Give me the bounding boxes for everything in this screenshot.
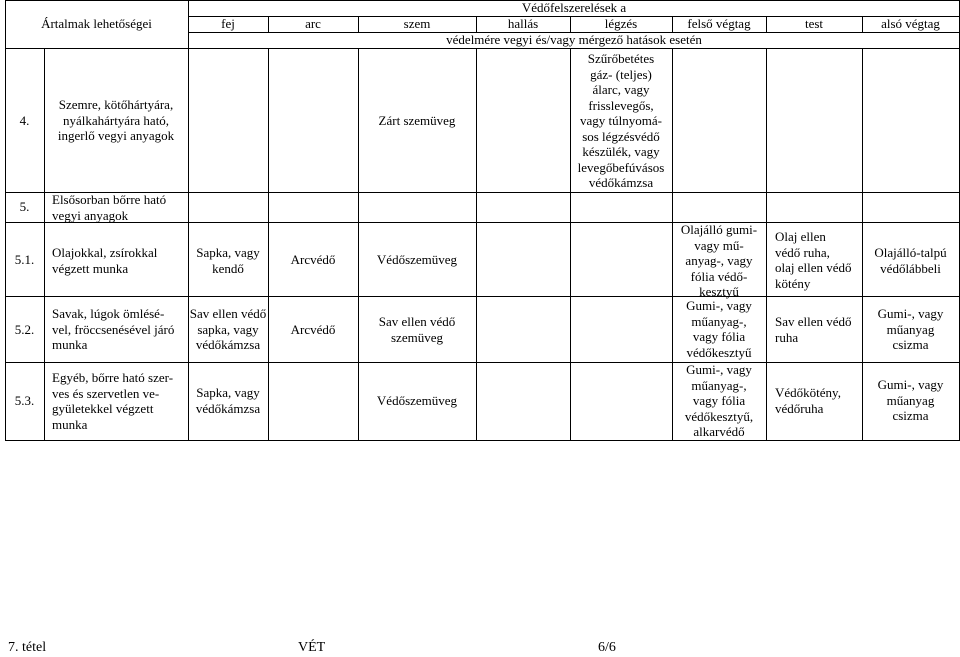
header-artalmak: Ártalmak lehetőségei xyxy=(41,16,152,31)
cell-test: Védőkötény, védőruha xyxy=(775,385,841,416)
header-szem: szem xyxy=(403,16,431,31)
row-number: 5. xyxy=(19,199,30,214)
header-subtitle: védelmére vegyi és/vagy mérgező hatások esetén xyxy=(446,32,702,47)
header-arc: arc xyxy=(305,16,321,31)
rule xyxy=(358,48,359,441)
rule xyxy=(5,362,960,363)
row-number: 5.2. xyxy=(14,322,35,337)
cell-also-vegtag: Gumi-, vagy műanyag csizma xyxy=(877,306,944,352)
row-number: 5.3. xyxy=(14,393,35,408)
rule xyxy=(188,0,189,441)
header-legzes: légzés xyxy=(604,16,638,31)
row-description: Egyéb, bőrre ható szer- ves és szervetlen ve- gyületekkel végzett munka xyxy=(52,370,174,432)
row-description: Savak, lúgok ömlésé- vel, fröccsenésével járó munka xyxy=(52,306,175,352)
cell-szem: Zárt szemüveg xyxy=(378,113,456,128)
row-description: Olajokkal, zsírokkal végzett munka xyxy=(52,245,158,276)
cell-test: Sav ellen védő ruha xyxy=(775,314,852,345)
cell-arc: Arcvédő xyxy=(290,322,336,337)
rule xyxy=(476,48,477,441)
cell-felso-vegtag: Olajálló gumi- vagy mű- anyag-, vagy fólia védő- kesztyű xyxy=(680,222,758,299)
footer-left: 7. tétel xyxy=(8,640,47,655)
rule xyxy=(5,0,6,441)
header-top: Védőfelszerelések a xyxy=(521,0,627,15)
row-description: Szemre, kötőhártyára, nyálkahártyára ható, ingerlő vegyi anyagok xyxy=(57,97,175,143)
rule xyxy=(766,48,767,441)
rule xyxy=(5,440,960,441)
rule xyxy=(5,296,960,297)
header-test: test xyxy=(804,16,824,31)
cell-szem: Védőszemüveg xyxy=(376,252,458,267)
rule xyxy=(5,48,960,49)
cell-also-vegtag: Olajálló-talpú védőlábbeli xyxy=(874,245,947,276)
cell-arc: Arcvédő xyxy=(290,252,336,267)
header-felso-vegtag: felső végtag xyxy=(687,16,751,31)
row-description: Elsősorban bőrre ható vegyi anyagok xyxy=(52,192,167,223)
cell-felso-vegtag: Gumi-, vagy műanyag-, vagy fólia védőkesztyű, alkarvédő xyxy=(684,362,754,439)
cell-felso-vegtag: Gumi-, vagy műanyag-, vagy fólia védőkesztyű xyxy=(686,298,752,360)
cell-test: Olaj ellen védő ruha, olaj ellen védő kötény xyxy=(775,229,852,291)
row-number: 4. xyxy=(19,113,30,128)
row-number: 5.1. xyxy=(14,252,35,267)
cell-fej: Sapka, vagy kendő xyxy=(196,245,260,276)
header-fej: fej xyxy=(221,16,235,31)
header-also-vegtag: alsó végtag xyxy=(881,16,940,31)
cell-szem: Sav ellen védő szemüveg xyxy=(378,314,456,345)
cell-legzes: Szűrőbetétes gáz- (teljes) álarc, vagy frisslevegős, vagy túlnyomá- sos légzésvédő készülék, vagy levegőbefúvásos védőkámzsa xyxy=(577,51,665,190)
footer-page-number: 6/6 xyxy=(598,640,616,655)
header-hallas: hallás xyxy=(507,16,539,31)
rule xyxy=(268,48,269,441)
cell-fej: Sav ellen védő sapka, vagy védőkámzsa xyxy=(189,306,267,352)
footer-center: VÉT xyxy=(298,640,326,655)
cell-fej: Sapka, vagy védőkámzsa xyxy=(195,385,261,416)
cell-szem: Védőszemüveg xyxy=(376,393,458,408)
cell-also-vegtag: Gumi-, vagy műanyag csizma xyxy=(877,377,944,423)
